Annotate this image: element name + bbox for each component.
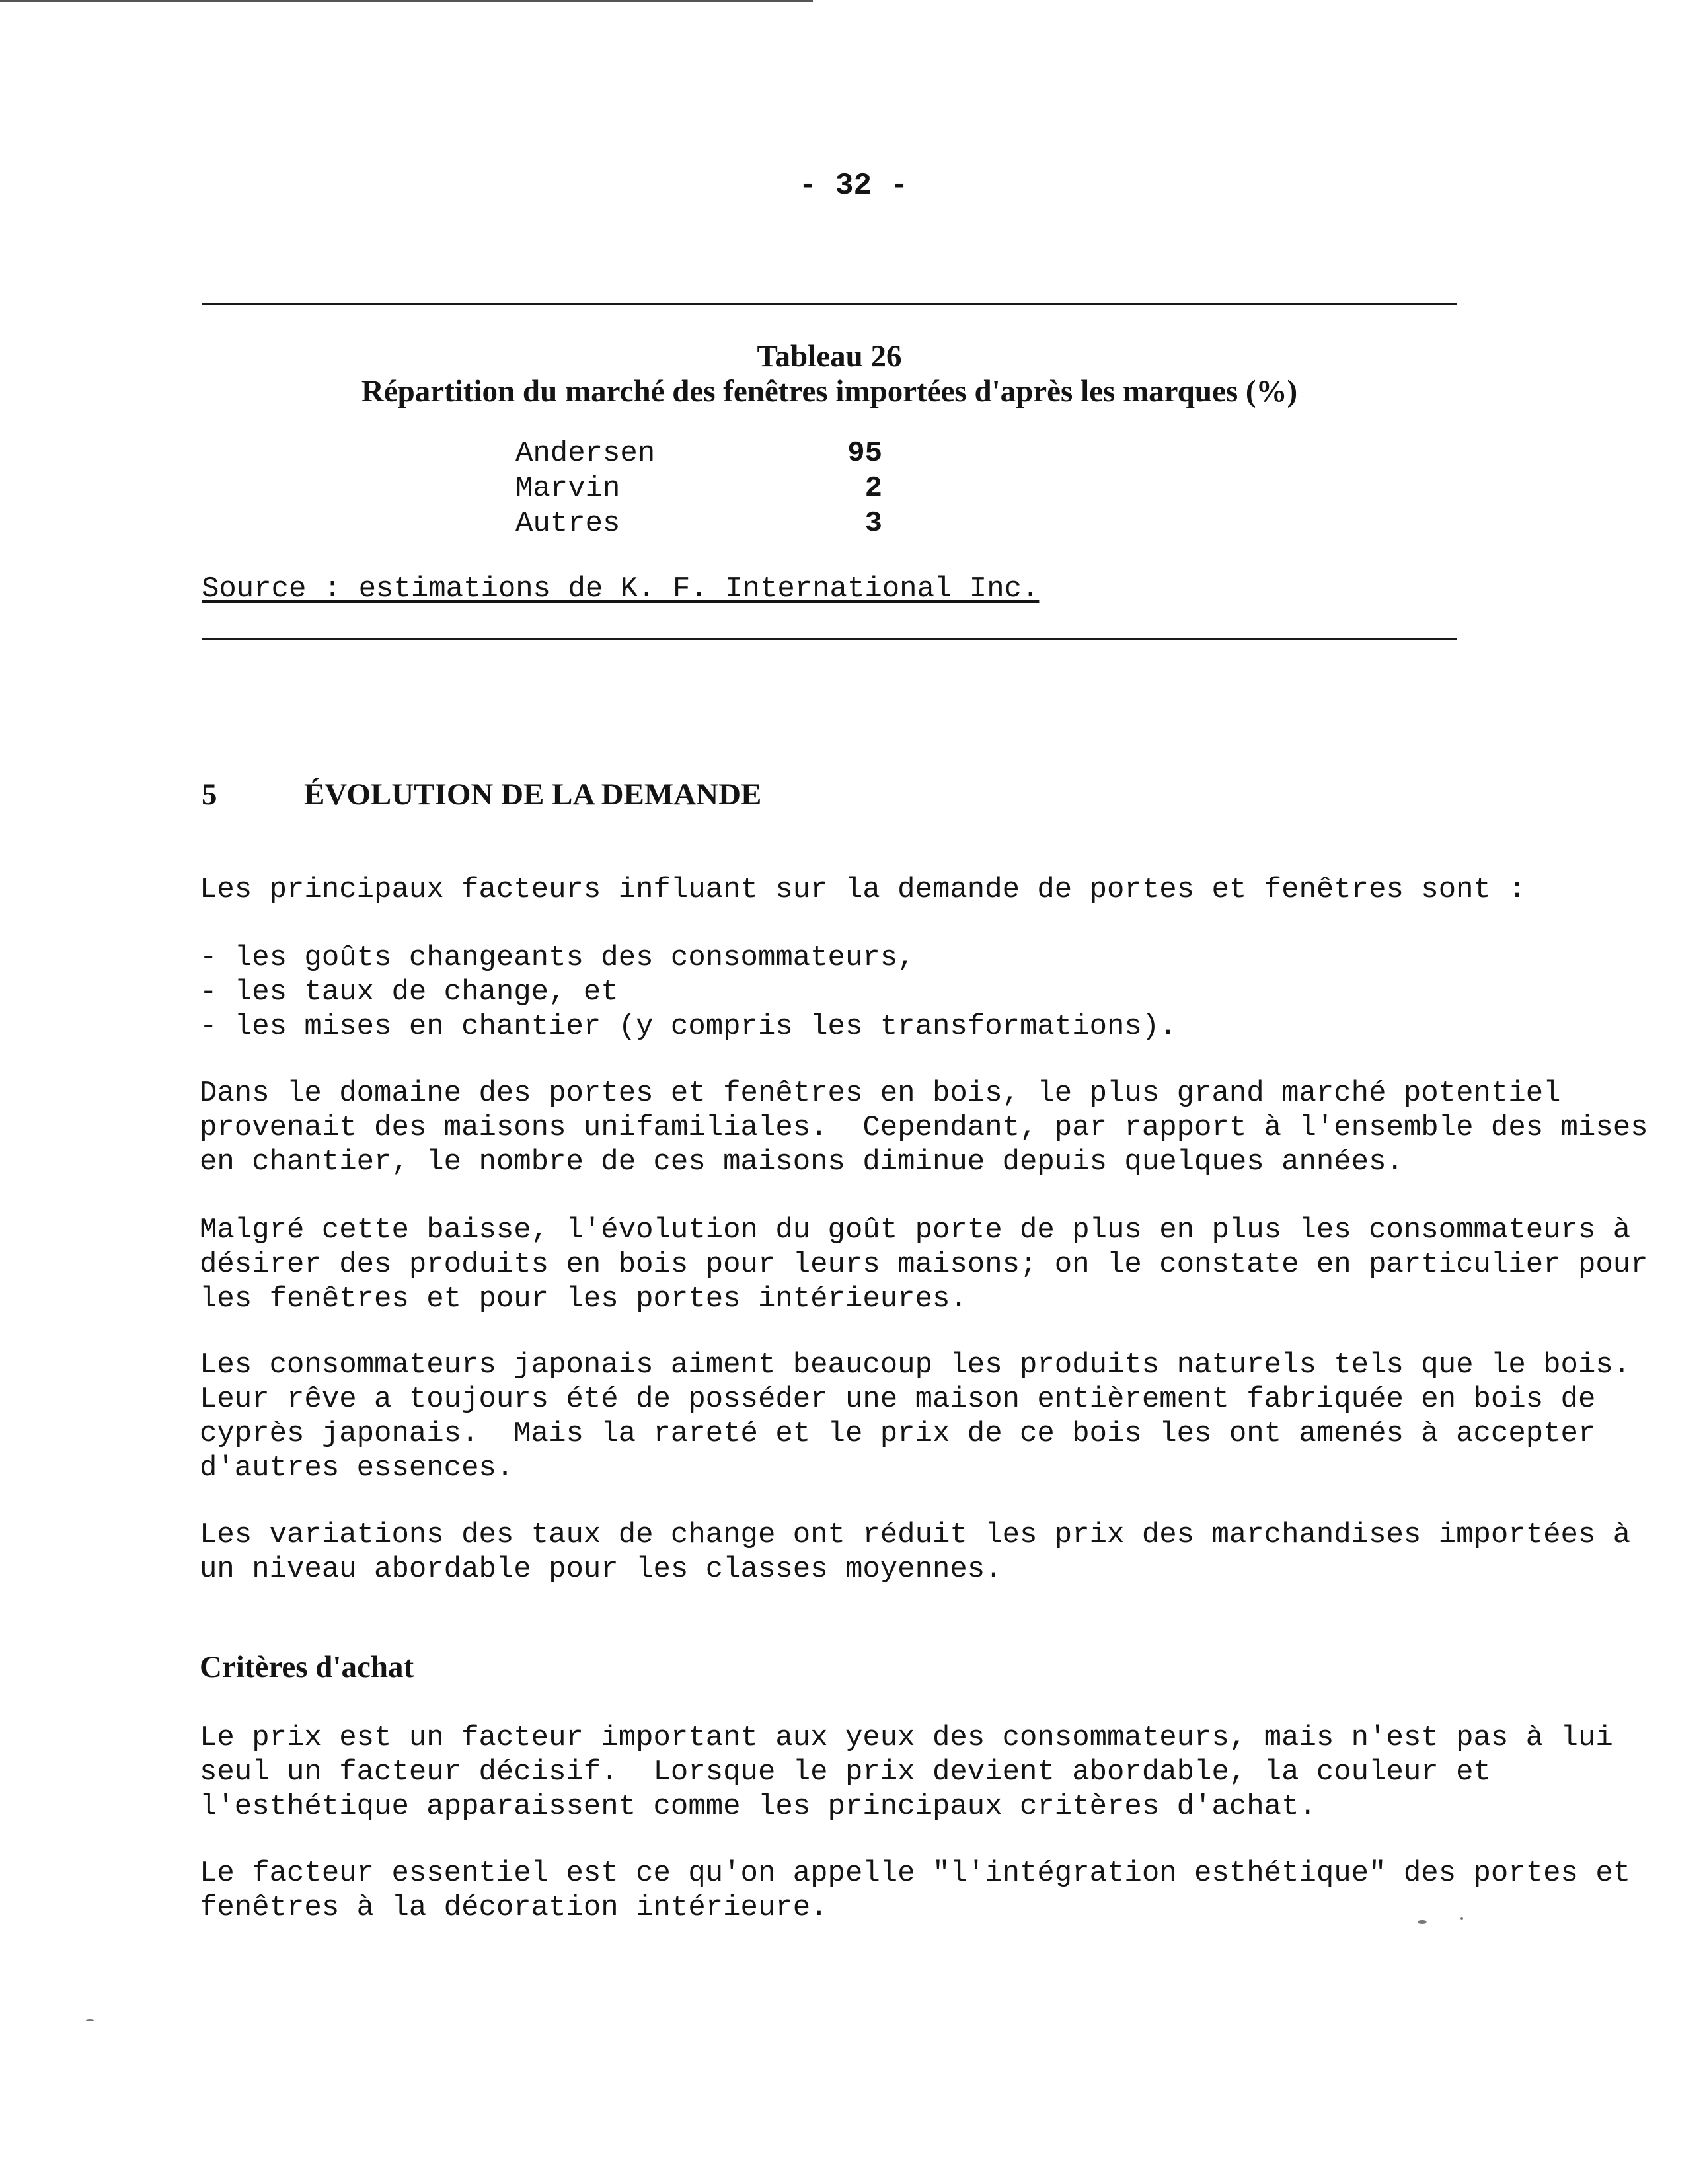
scan-speck bbox=[1418, 1920, 1427, 1924]
section-title: ÉVOLUTION DE LA DEMANDE bbox=[304, 777, 762, 812]
paragraph: Le prix est un facteur important aux yeux des consommateurs, mais n'est pas à lui seul un facteur décisif. Lorsque le prix devient abordable, la couleur et l'esthétique apparaissent comme les principaux critères d'achat. bbox=[200, 1721, 1613, 1823]
subsection-heading: Critères d'achat bbox=[200, 1650, 414, 1684]
brand-name: Marvin bbox=[515, 472, 621, 505]
intro-paragraph: Les principaux facteurs influant sur la demande de portes et fenêtres sont : bbox=[200, 873, 1526, 906]
table-bottom-rule bbox=[202, 638, 1457, 640]
section-number: 5 bbox=[202, 777, 217, 812]
paragraph: Les variations des taux de change ont réduit les prix des marchandises importées à un niveau abordable pour les classes moyennes. bbox=[200, 1518, 1631, 1586]
brand-share: 2 bbox=[864, 472, 882, 505]
brand-name: Autres bbox=[515, 507, 621, 540]
page-number: - 32 - bbox=[798, 169, 909, 203]
table-title: Tableau 26 bbox=[757, 339, 902, 373]
section-heading bbox=[202, 777, 761, 812]
brand-share: 3 bbox=[864, 507, 882, 540]
table-top-rule bbox=[202, 303, 1457, 305]
brand-share: 95 bbox=[847, 437, 882, 470]
scan-speck bbox=[1460, 1917, 1463, 1920]
brand-name: Andersen bbox=[515, 437, 656, 470]
paragraph: Le facteur essentiel est ce qu'on appelle "l'intégration esthétique" des portes et fenêtres à la décoration intérieure. bbox=[200, 1857, 1631, 1924]
paragraph: Malgré cette baisse, l'évolution du goût porte de plus en plus les consommateurs à désirer des produits en bois pour leurs maisons; on le constate en particulier pour les fenêtres et pour les portes intérieures. bbox=[200, 1214, 1648, 1315]
brand-share-table bbox=[515, 436, 882, 541]
table-row bbox=[515, 436, 882, 471]
factor-list: - les goûts changeants des consommateurs, - les taux de change, et - les mises en chantier (y compris les transformations). bbox=[200, 941, 1177, 1043]
paragraph: Les consommateurs japonais aiment beaucoup les produits naturels tels que le bois. Leur rêve a toujours été de posséder une maison entièrement fabriquée en bois de cyprès japonais. Mais la rareté et le prix de ce bois les ont amenés à accepter d'autres essences. bbox=[200, 1348, 1631, 1485]
scan-top-edge bbox=[0, 0, 813, 2]
paragraph: Dans le domaine des portes et fenêtres en bois, le plus grand marché potentiel provenait des maisons unifamiliales. Cependant, par rapport à l'ensemble des mises en chantier, le nombre de ces maisons diminue depuis quelques années. bbox=[200, 1077, 1648, 1179]
table-row bbox=[515, 471, 882, 506]
scan-speck bbox=[86, 2019, 94, 2021]
table-source: Source : estimations de K. F. International Inc. bbox=[202, 572, 1040, 605]
table-row bbox=[515, 506, 882, 541]
table-subtitle: Répartition du marché des fenêtres importées d'après les marques (%) bbox=[361, 374, 1298, 409]
